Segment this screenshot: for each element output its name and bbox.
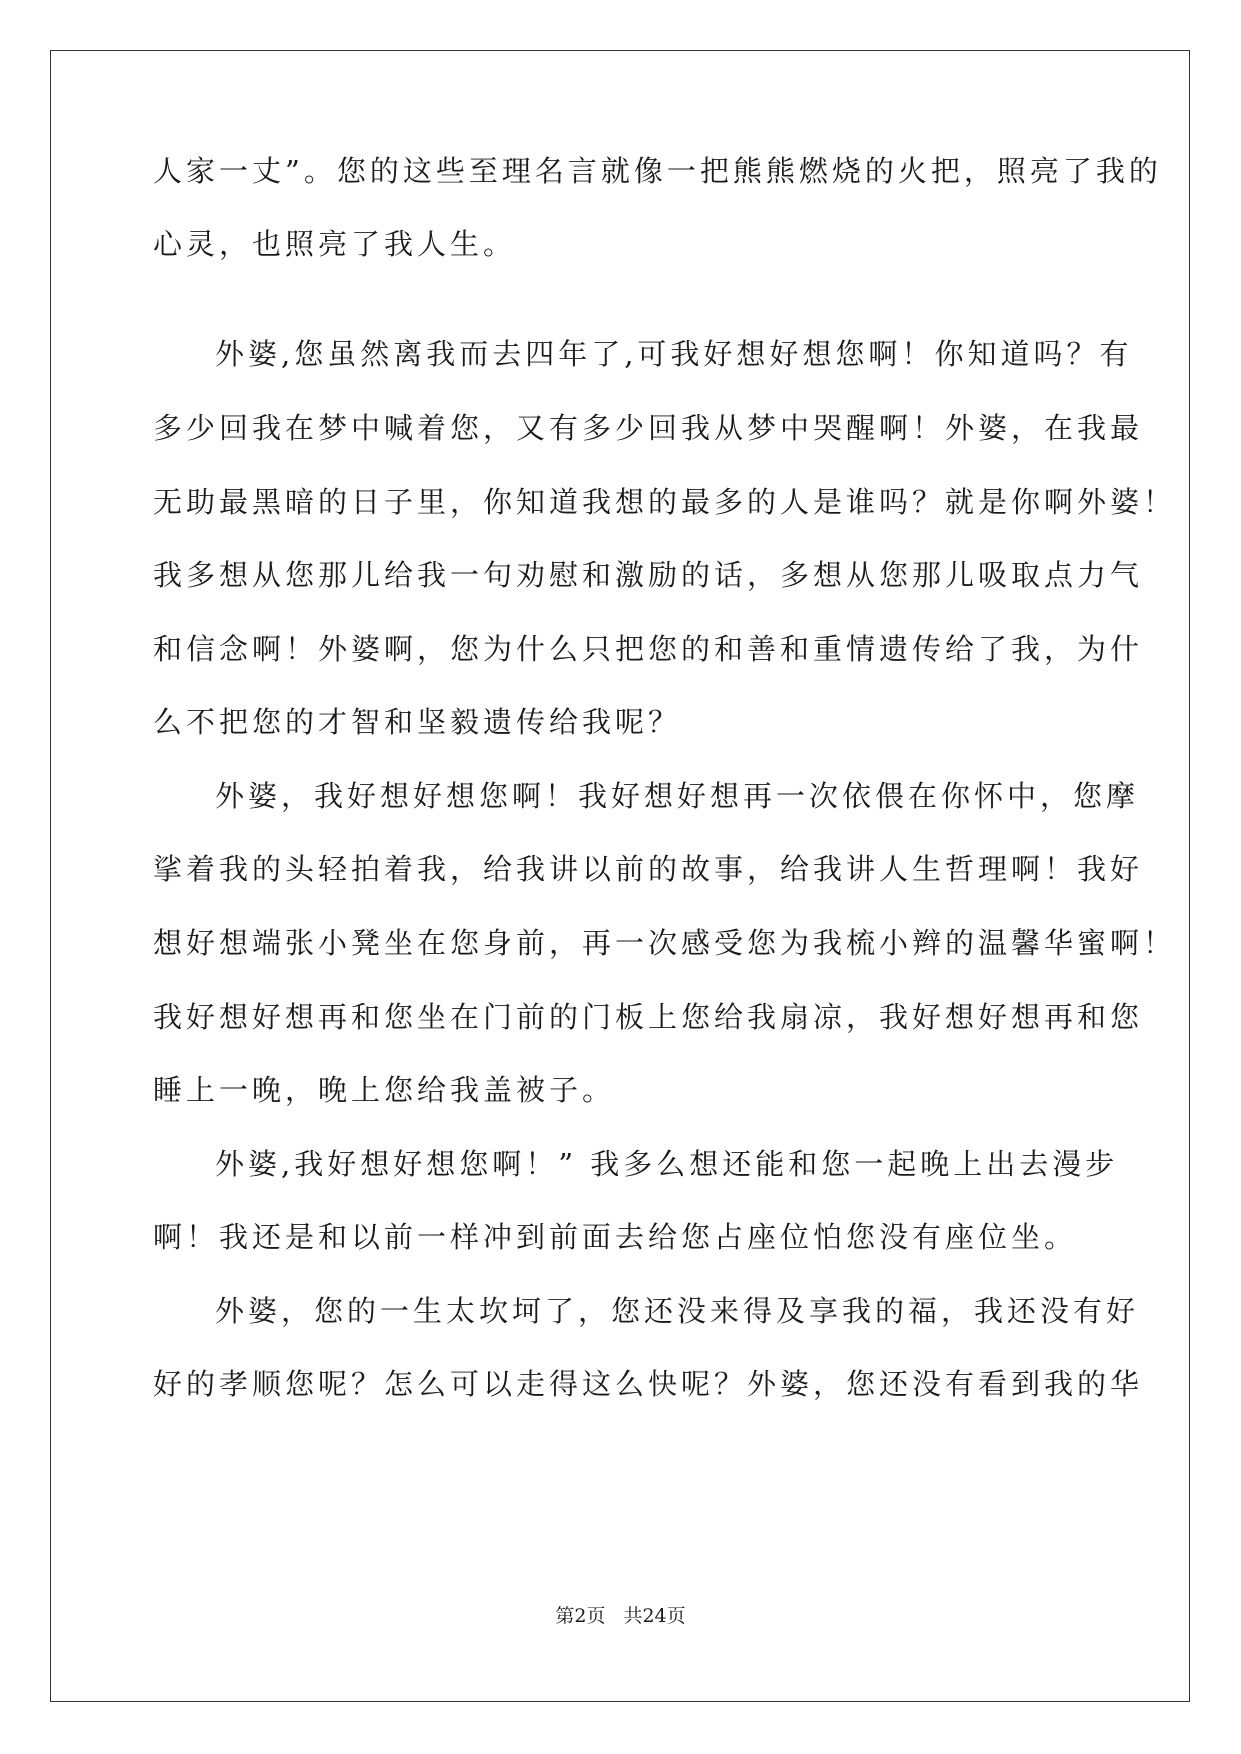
- text-line: 多少回我在梦中喊着您，又有多少回我从梦中哭醒啊！外婆，在我最: [153, 411, 1144, 445]
- page-footer: [0, 1603, 1241, 1629]
- text-line: 和信念啊！外婆啊，您为什么只把您的和善和重情遗传给了我，为什: [153, 632, 1144, 666]
- paragraph-first-line: 外婆，您的一生太坎坷了，您还没来得及享我的福，我还没有好: [215, 1294, 1140, 1328]
- page-number: 第2页: [555, 1605, 606, 1627]
- text-line: 啊！我还是和以前一样冲到前面去给您占座位怕您没有座位坐。: [153, 1220, 1078, 1254]
- text-line: 么不把您的才智和坚毅遗传给我呢？: [153, 705, 682, 739]
- text-line: 我多想从您那儿给我一句劝慰和激励的话，多想从您那儿吸取点力气: [153, 558, 1144, 592]
- text-line: 想好想端张小凳坐在您身前，再一次感受您为我梳小辫的温馨华蜜啊！: [153, 926, 1177, 960]
- paragraph-first-line: 外婆,您虽然离我而去四年了,可我好想好想您啊！你知道吗？有: [215, 337, 1133, 371]
- text-line: 人家一丈”。您的这些至理名言就像一把熊熊燃烧的火把，照亮了我的: [153, 154, 1162, 188]
- text-line: 挲着我的头轻拍着我，给我讲以前的故事，给我讲人生哲理啊！我好: [153, 852, 1144, 886]
- text-line: 好的孝顺您呢？怎么可以走得这么快呢？外婆，您还没有看到我的华: [153, 1367, 1144, 1401]
- text-line: 无助最黑暗的日子里，你知道我想的最多的人是谁吗？就是你啊外婆！: [153, 485, 1177, 519]
- paragraph-first-line: 外婆,我好想好想您啊！” 我多么想还能和您一起晚上出去漫步: [215, 1147, 1119, 1181]
- page-total: 共24页: [623, 1605, 686, 1627]
- paragraph-first-line: 外婆，我好想好想您啊！我好想好想再一次依偎在你怀中，您摩: [215, 779, 1140, 813]
- text-line: 我好想好想再和您坐在门前的门板上您给我扇凉，我好想好想再和您: [153, 1000, 1144, 1034]
- text-line: 睡上一晚，晚上您给我盖被子。: [153, 1073, 616, 1107]
- text-line: 心灵，也照亮了我人生。: [153, 227, 517, 261]
